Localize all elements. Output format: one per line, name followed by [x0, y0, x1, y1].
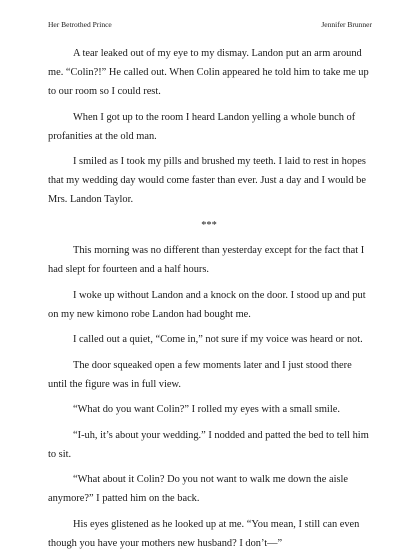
paragraph: A tear leaked out of my eye to my dismay. Landon put an arm around me. “Colin?!” He called out. When Colin appeared he told him to take me up to our room so I could rest. [48, 48, 369, 97]
paragraph: His eyes glistened as he looked up at me. “You mean, I still can even though you have your mothers new husband? I don’t—” [48, 518, 360, 549]
paragraph: “I-uh, it’s about your wedding.” I nodded and patted the bed to tell him to sit. [48, 429, 369, 460]
paragraph: “What do you want Colin?” I rolled my eyes with a small smile. [73, 404, 340, 415]
body-text [48, 44, 370, 559]
running-header [48, 19, 372, 31]
paragraph: I woke up without Landon and a knock on the door. I stood up and put on my new kimono robe Landon had bought me. [48, 289, 366, 320]
header-author: Jennifer Brunner [321, 20, 372, 29]
header-book-title: Her Betrothed Prince [48, 20, 112, 29]
paragraph: The door squeaked open a few moments later and I just stood there until the figure was in full view. [48, 359, 352, 390]
paragraph: I smiled as I took my pills and brushed my teeth. I laid to rest in hopes that my wedding day would come faster than ever. Just a day and I would be Mrs. Landon Taylor. [48, 156, 366, 205]
scene-break: *** [201, 219, 217, 231]
paragraph: This morning was no different than yesterday except for the fact that I had slept for fourteen and a half hours. [48, 245, 365, 275]
paragraph: When I got up to the room I heard Landon yelling a whole bunch of profanities at the old man. [48, 111, 356, 142]
paragraph: “What about it Colin? Do you not want to walk me down the aisle anymore?” I patted him on the back. [48, 474, 349, 504]
paragraph: I called out a quiet, “Come in,” not sure if my voice was heard or not. [73, 334, 363, 345]
